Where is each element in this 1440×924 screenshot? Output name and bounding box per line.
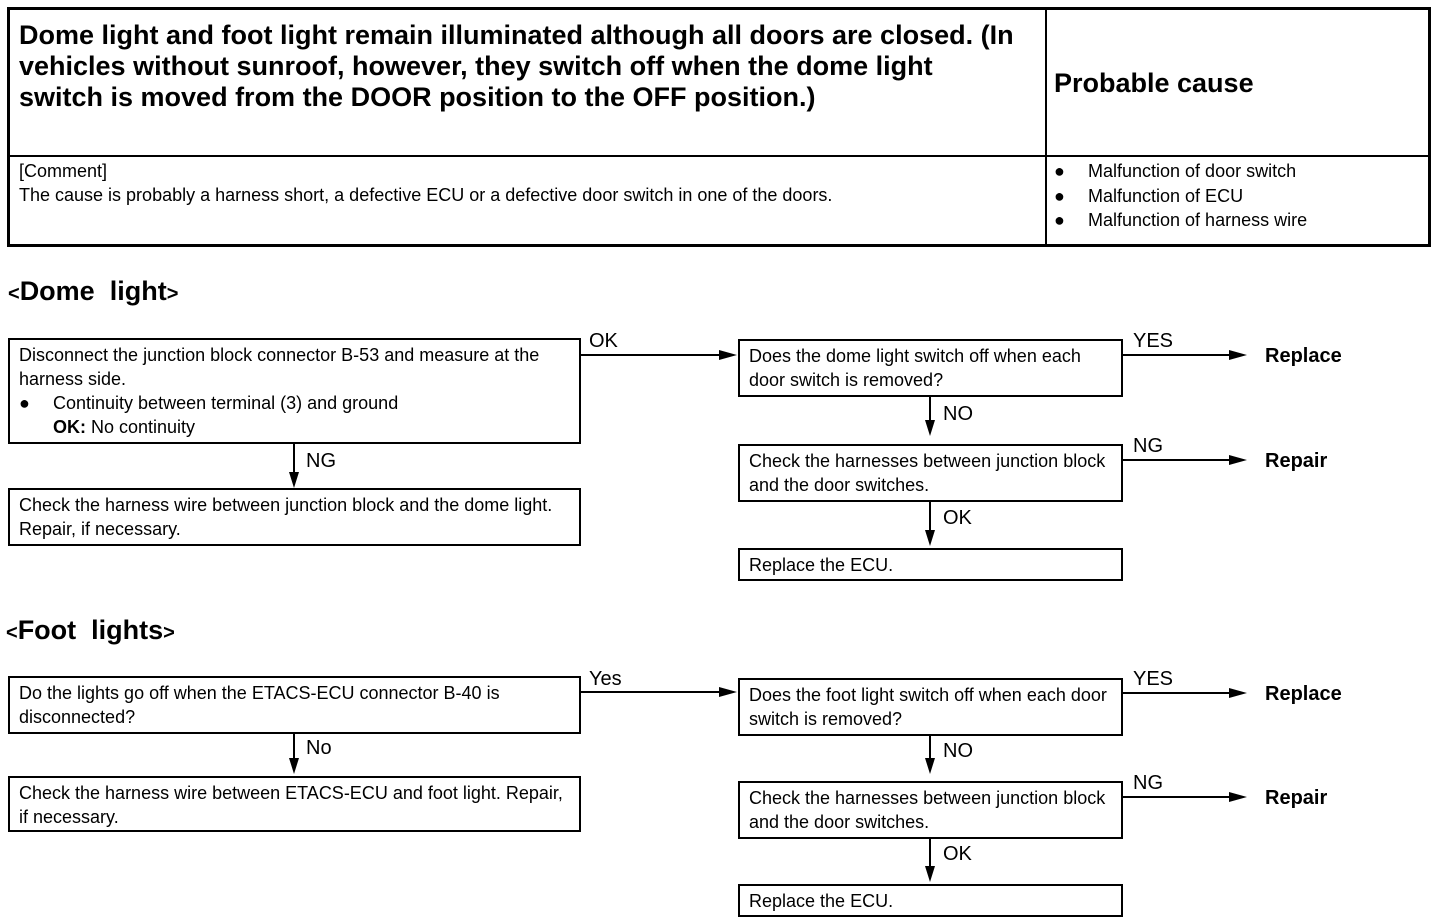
foot-step1-box: Do the lights go off when the ETACS-ECU connector B-40 is disconnected? bbox=[8, 676, 581, 734]
arrow-right-icon bbox=[1229, 350, 1247, 360]
dome-ok2-arrow-line bbox=[929, 502, 931, 530]
comment-label: [Comment] bbox=[19, 161, 108, 181]
dome-check3-box: Check the harnesses between junction block and the door switches. bbox=[738, 444, 1123, 502]
foot-no-arrow-line bbox=[293, 734, 295, 760]
column-divider bbox=[1045, 10, 1047, 244]
foot-yes-arrow-line bbox=[581, 691, 721, 693]
foot-section-title: <Foot lights> bbox=[6, 615, 175, 645]
cause-item: ● Malfunction of harness wire bbox=[1054, 208, 1307, 233]
foot-no2-arrow-line bbox=[929, 736, 931, 758]
arrow-down-icon bbox=[289, 472, 299, 488]
probable-cause-title: Probable cause bbox=[1054, 68, 1254, 98]
symptom-text: Dome light and foot light remain illuminated although all doors are closed. (In vehicles without sunroof, however, they switch off when the dome light switch is moved from the DOOR position to the OFF position.) bbox=[19, 20, 1014, 112]
dome-no-arrow-line bbox=[929, 397, 931, 421]
dome-ng2-arrow-line bbox=[1123, 459, 1231, 461]
dome-ng-box: Check the harness wire between junction block and the dome light. Repair, if necessary. bbox=[8, 488, 581, 546]
foot-no-label: No bbox=[306, 737, 332, 759]
foot-ng-arrow-line bbox=[1123, 796, 1231, 798]
foot-no2-label: NO bbox=[943, 740, 973, 762]
arrow-right-icon bbox=[719, 350, 737, 360]
foot-yes2-label: YES bbox=[1133, 668, 1174, 690]
foot-yes-label: Yes bbox=[589, 668, 622, 690]
symptom-table bbox=[7, 7, 1431, 247]
foot-ng-label: NG bbox=[1133, 772, 1163, 794]
arrow-down-icon bbox=[925, 420, 935, 436]
dome-repair-result: Repair bbox=[1265, 450, 1328, 472]
dome-ok2-label: OK bbox=[943, 507, 972, 529]
bullet-icon: ● bbox=[1054, 210, 1065, 230]
arrow-down-icon bbox=[925, 530, 935, 546]
cause-list bbox=[1054, 159, 1307, 233]
foot-no-box: Check the harness wire between ETACS-ECU and foot light. Repair, if necessary. bbox=[8, 776, 581, 832]
dome-yes-arrow-line bbox=[1123, 354, 1231, 356]
arrow-right-icon bbox=[1229, 688, 1247, 698]
foot-repair-result: Repair bbox=[1265, 787, 1328, 809]
dome-ng-label: NG bbox=[306, 450, 336, 472]
arrow-down-icon bbox=[925, 866, 935, 882]
dome-replace-result: Replace bbox=[1265, 345, 1342, 367]
dome-ng2-label: NG bbox=[1133, 435, 1163, 457]
foot-q2-box: Does the foot light switch off when each door switch is removed? bbox=[738, 678, 1123, 736]
dome-step1-box: Disconnect the junction block connector B-53 and measure at the harness side. ● Continuity between terminal (3) and ground OK: No continuity bbox=[8, 338, 581, 444]
arrow-right-icon bbox=[1229, 455, 1247, 465]
arrow-right-icon bbox=[719, 687, 737, 697]
foot-check3-box: Check the harnesses between junction block and the door switches. bbox=[738, 781, 1123, 839]
dome-ok-arrow-line bbox=[581, 354, 721, 356]
dome-no-label: NO bbox=[943, 403, 973, 425]
dome-ng-arrow-line bbox=[293, 444, 295, 474]
bullet-icon: ● bbox=[1054, 185, 1065, 206]
bullet-icon: ● bbox=[1054, 161, 1065, 181]
foot-ok-label: OK bbox=[943, 843, 972, 865]
row-divider bbox=[10, 155, 1428, 157]
foot-yes2-arrow-line bbox=[1123, 692, 1231, 694]
arrow-down-icon bbox=[289, 758, 299, 774]
comment-text: The cause is probably a harness short, a defective ECU or a defective door switch in one of the doors. bbox=[19, 185, 833, 205]
dome-final-box: Replace the ECU. bbox=[738, 548, 1123, 581]
arrow-right-icon bbox=[1229, 792, 1247, 802]
cause-item: ● Malfunction of door switch bbox=[1054, 159, 1307, 184]
dome-q2-box: Does the dome light switch off when each door switch is removed? bbox=[738, 339, 1123, 397]
cause-item: ● Malfunction of ECU bbox=[1054, 184, 1307, 209]
bullet-icon: ● bbox=[19, 393, 30, 413]
foot-final-box: Replace the ECU. bbox=[738, 884, 1123, 917]
arrow-down-icon bbox=[925, 758, 935, 774]
dome-yes-label: YES bbox=[1133, 330, 1174, 352]
dome-ok-label: OK bbox=[589, 330, 618, 352]
dome-section-title: <Dome light> bbox=[8, 276, 179, 306]
foot-replace-result: Replace bbox=[1265, 683, 1342, 705]
foot-ok-arrow-line bbox=[929, 839, 931, 867]
